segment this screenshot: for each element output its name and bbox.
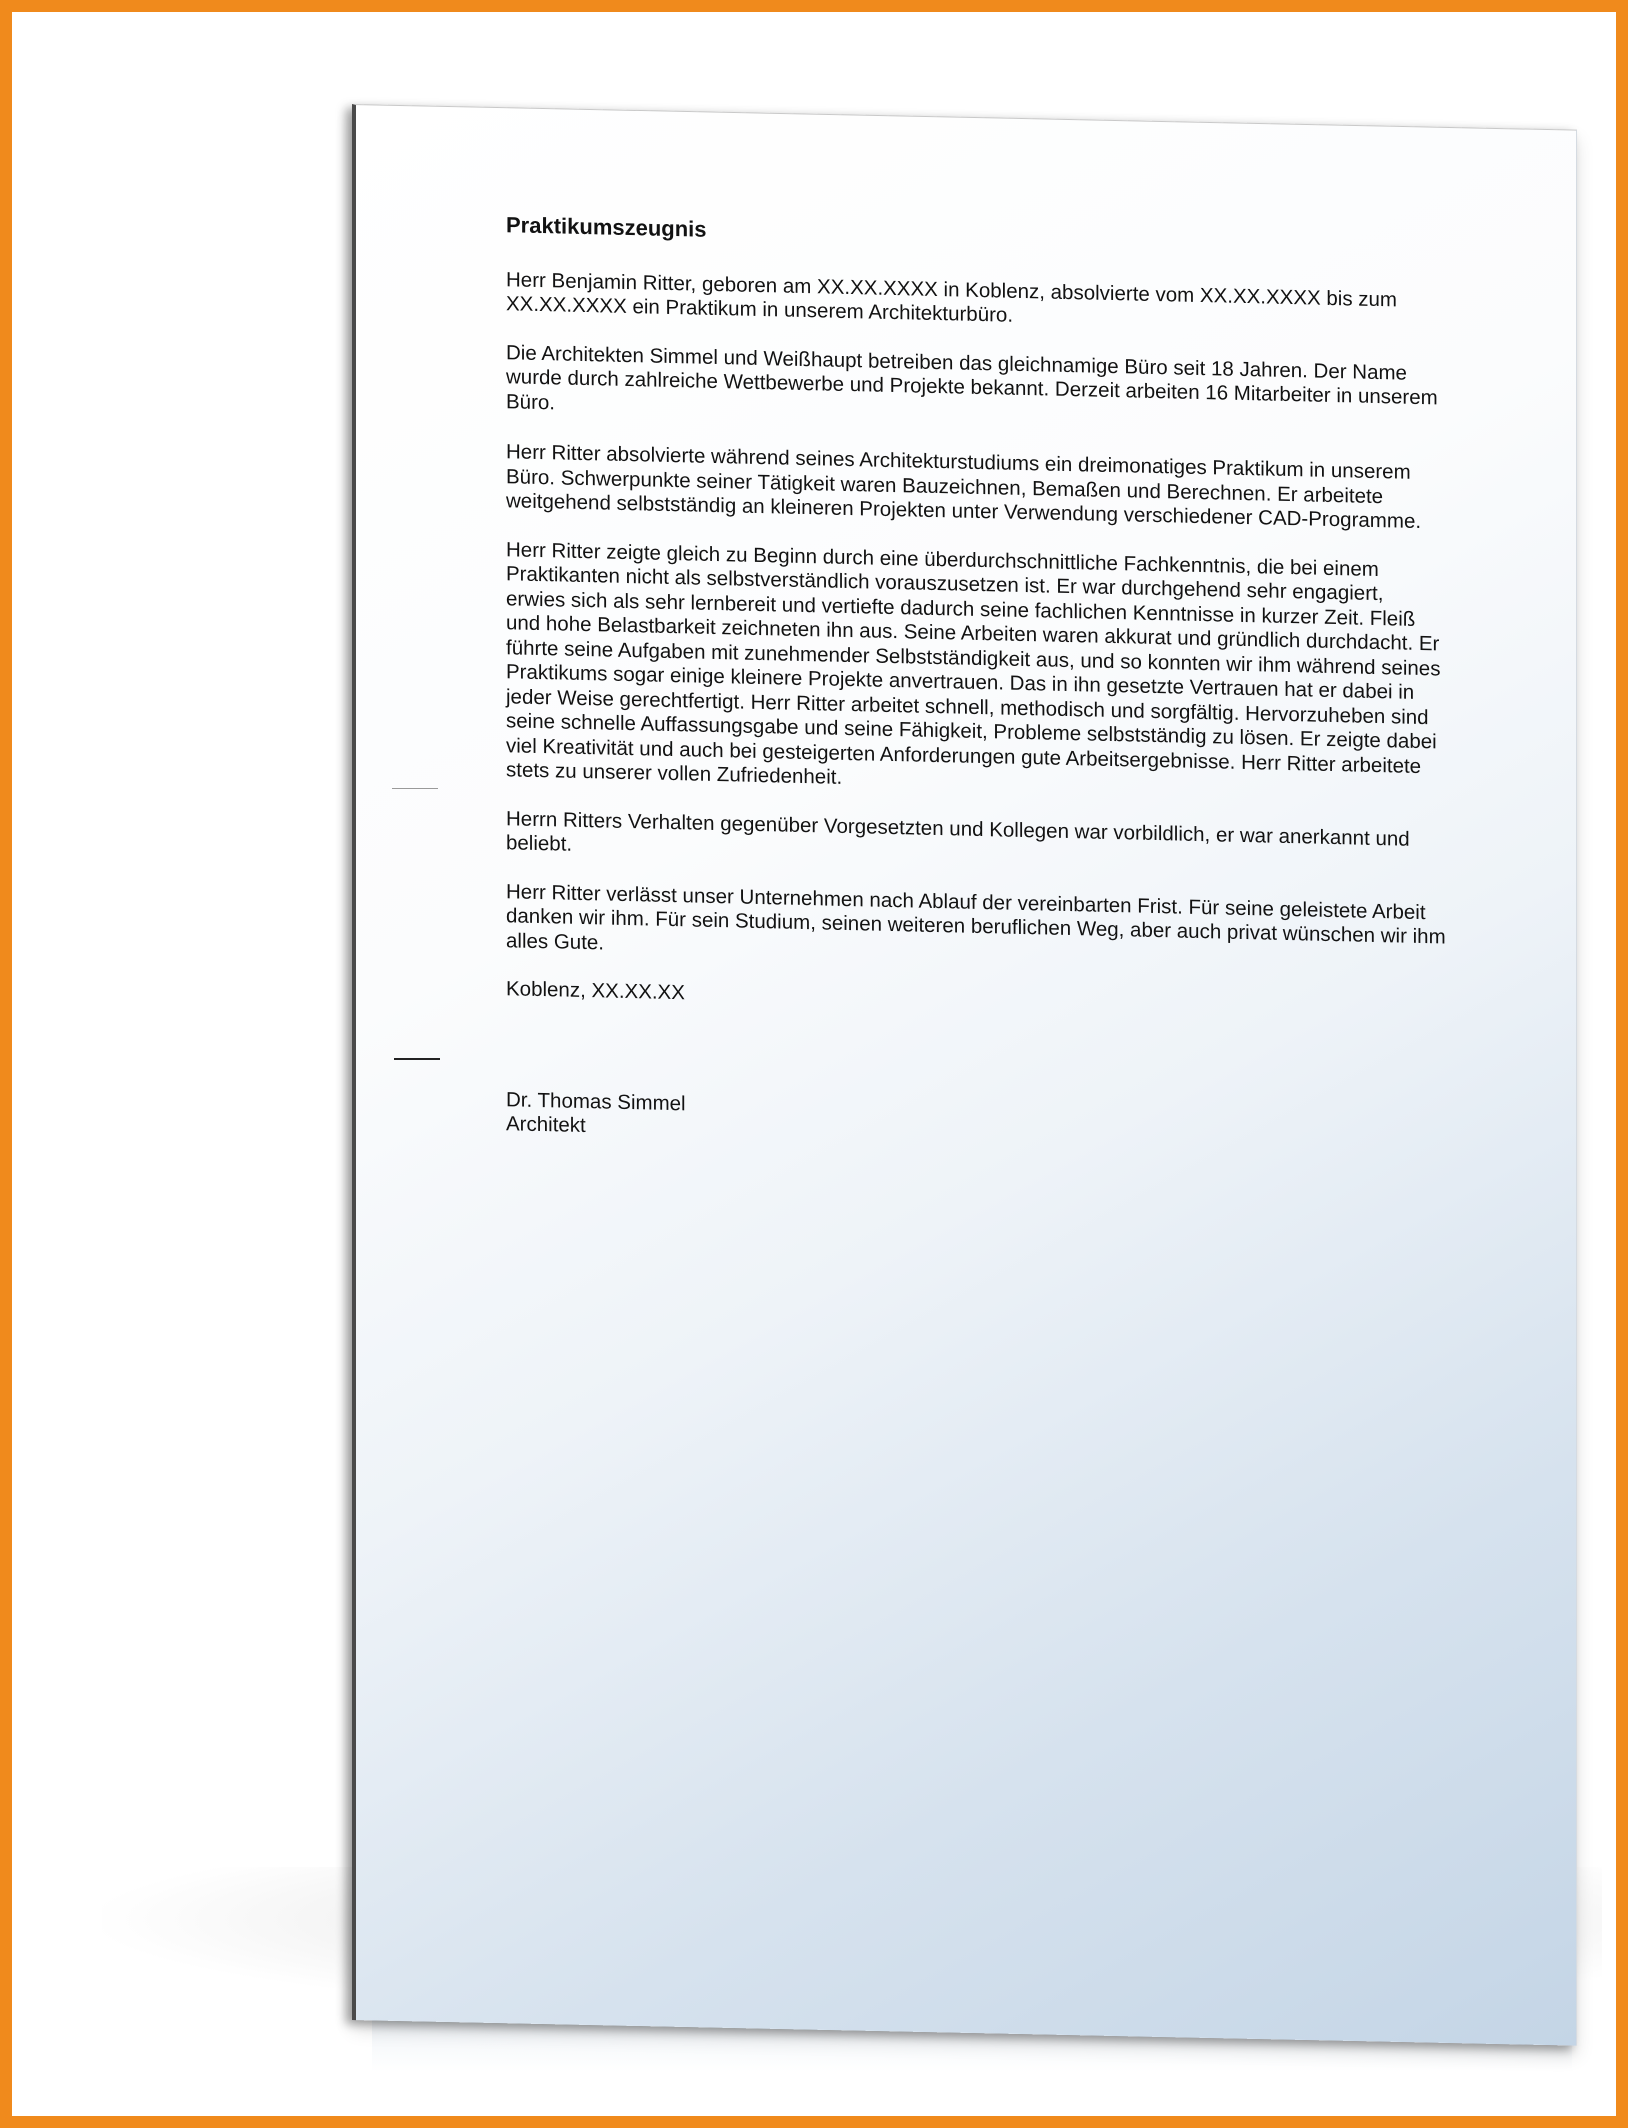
- paragraph-intro: Herr Benjamin Ritter, geboren am XX.XX.XXXX in Koblenz, absolvierte vom XX.XX.XXXX bis zum XX.XX.XXXX ein Praktikum in unserem Architekturbüro.: [506, 267, 1398, 327]
- hole-punch-mark: [394, 1058, 440, 1060]
- paragraph-tasks: Herr Ritter absolvierte während seines Architekturstudiums ein dreimonatiges Praktikum in unserem Büro. Schwerpunkte seiner Tätigkeit waren Bauzeichnen, Bemaßen und Berechnen. Er arbeitete weitgehend selbstständig an kleineren Projekten unter Verwendung verschiedener CAD-Programme.: [506, 440, 1422, 533]
- paragraph-behavior: Herrn Ritters Verhalten gegenüber Vorgesetzten und Kollegen war vorbildlich, er war anerkannt und beliebt.: [506, 806, 1410, 856]
- paragraph-company: Die Architekten Simmel und Weißhaupt betreiben das gleichnamige Büro seit 18 Jahren. Der Name wurde durch zahlreiche Wettbewerbe und Projekte bekannt. Derzeit arbeiten 16 Mitarbeiter in unserem Büro.: [506, 340, 1438, 414]
- paragraph-closing: Herr Ritter verlässt unser Unternehmen nach Ablauf der vereinbarten Frist. Für seine geleistete Arbeit danken wir ihm. Für sein Studium, seinen weiteren beruflichen Weg, aber auch privat wünschen wir ihm alles Gute.: [506, 879, 1446, 954]
- preview-stage: [12, 12, 1616, 2116]
- signer-role: Architekt: [506, 1112, 586, 1138]
- fold-mark-upper: [392, 788, 438, 789]
- signer-name: Dr. Thomas Simmel: [506, 1087, 686, 1115]
- document-body: [506, 213, 1446, 1158]
- document-page: [352, 104, 1577, 2046]
- place-date: Koblenz, XX.XX.XX: [506, 977, 685, 1005]
- paragraph-assessment: Herr Ritter zeigte gleich zu Beginn durch eine überdurchschnittliche Fachkenntnis, die bei einem Praktikanten nicht als selbstverständlich vorauszusetzen ist. Er war durchgehend sehr engagiert, erwies sich als sehr lernbereit und vertiefte dadurch seine fachlichen Kenntnisse in kurzer Zeit. Fleiß und hohe Belastbarkeit zeichneten ihn aus. Seine Arbeiten waren akkurat und gründlich durchdacht. Er führte seine Aufgaben mit zunehmender Selbstständigkeit aus, und so konnten wir ihm während seines Praktikums sogar einige kleinere Projekte anvertrauen. Das in ihn gesetzte Vertrauen hat er dabei in jeder Weise gerechtfertigt. Herr Ritter arbeitet schnell, methodisch und sorgfältig. Hervorzuheben sind seine schnelle Auffassungsgabe und seine Fähigkeit, Probleme selbstständig zu lösen. Er zeigte dabei viel Kreativität und auch bei gesteigerten Anforderungen gute Arbeitsergebnisse. Herr Ritter arbeitete stets zu unserer vollen Zufriedenheit.: [506, 537, 1441, 789]
- document-title: Praktikumszeugnis: [506, 212, 707, 242]
